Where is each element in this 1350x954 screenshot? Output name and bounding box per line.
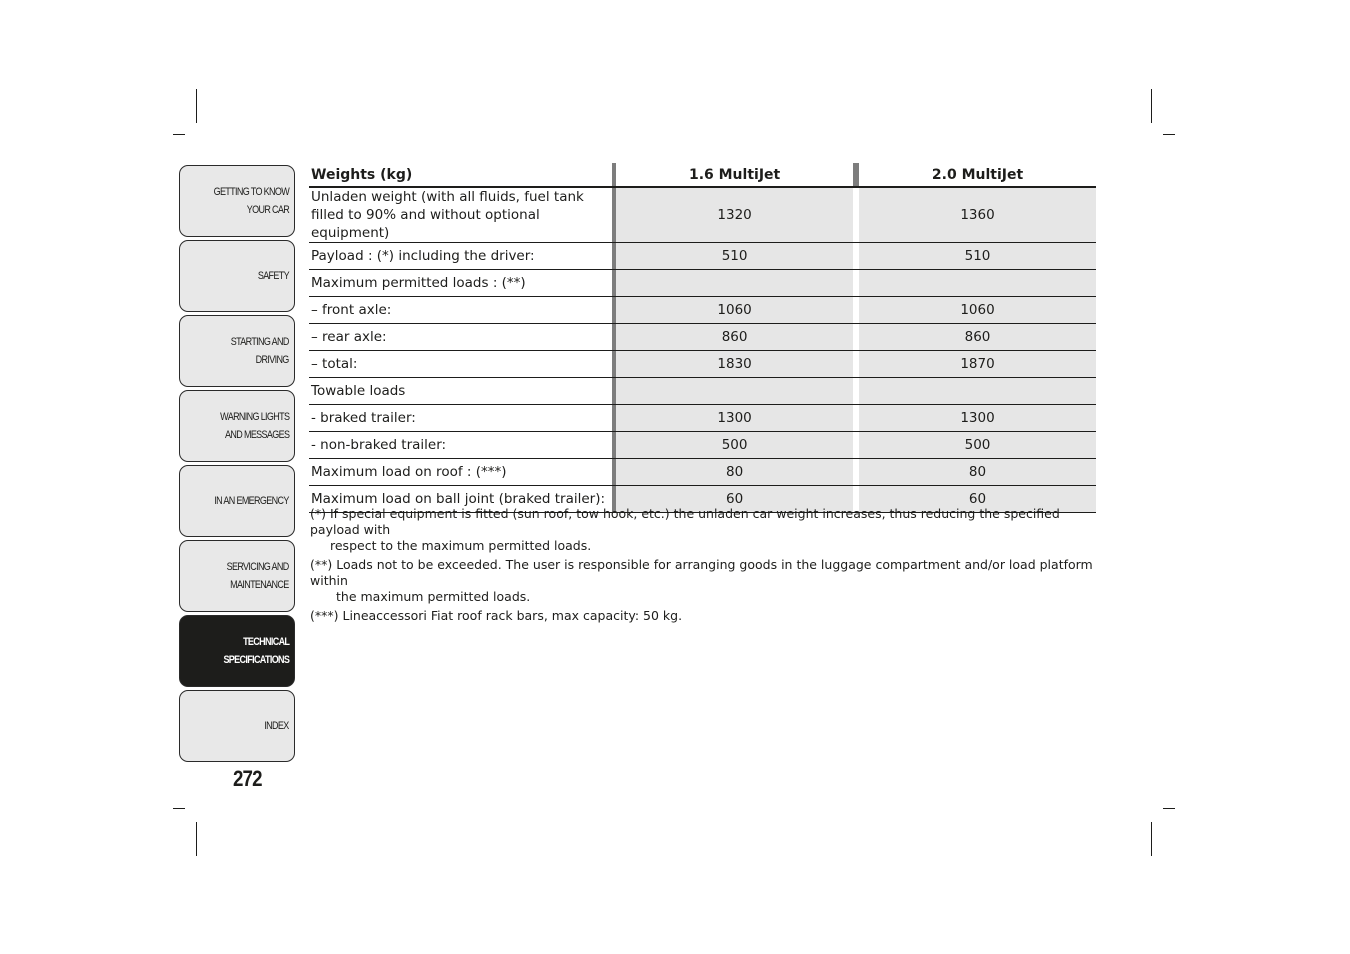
value-1-6-multijet: 1320 xyxy=(616,187,853,243)
value-1-6-multijet xyxy=(616,270,853,297)
value-1-6-multijet: 60 xyxy=(616,486,853,513)
table-row xyxy=(309,405,1096,432)
footnote xyxy=(310,608,1096,624)
footnote xyxy=(310,557,1096,605)
value-1-6-multijet xyxy=(616,378,853,405)
tab-servicing-and-maintenance[interactable] xyxy=(179,540,295,612)
footnote-text: (***) Lineaccessori Fiat roof rack bars, max capacity: 50 kg. xyxy=(310,608,683,623)
row-label: Maximum load on roof : (***) xyxy=(309,459,612,486)
tab-label: GETTING TO KNOW YOUR CAR xyxy=(213,186,289,216)
tab-label: TECHNICAL SPECIFICATIONS xyxy=(223,636,289,666)
footnote-text: (*) If special equipment is fitted (sun roof, tow hook, etc.) the unladen car weight increases, thus reducing the specified payload with xyxy=(310,506,1060,537)
table-row xyxy=(309,324,1096,351)
column-header: 2.0 MultiJet xyxy=(859,163,1096,187)
value-2-0-multijet: 1360 xyxy=(859,187,1096,243)
value-2-0-multijet: 510 xyxy=(859,243,1096,270)
page-number: 272 xyxy=(233,766,262,791)
tab-label: SERVICING AND MAINTENANCE xyxy=(227,561,289,591)
row-label: – rear axle: xyxy=(309,324,612,351)
crop-mark xyxy=(1151,822,1152,856)
footnote-text: (**) Loads not to be exceeded. The user is responsible for arranging goods in the luggage compartment and/or load platform within xyxy=(310,557,1093,588)
table-row xyxy=(309,187,1096,243)
footnote xyxy=(310,506,1096,554)
tab-label: STARTING AND DRIVING xyxy=(231,336,289,366)
value-2-0-multijet: 1060 xyxy=(859,297,1096,324)
value-1-6-multijet: 1830 xyxy=(616,351,853,378)
crop-mark xyxy=(1163,134,1175,135)
footnotes xyxy=(310,506,1096,627)
value-1-6-multijet: 510 xyxy=(616,243,853,270)
tab-safety[interactable] xyxy=(179,240,295,312)
row-label: Unladen weight (with all fluids, fuel tank filled to 90% and without optional equipment) xyxy=(309,187,612,243)
tab-technical-specifications[interactable] xyxy=(179,615,295,687)
crop-mark xyxy=(196,822,197,856)
value-2-0-multijet: 500 xyxy=(859,432,1096,459)
crop-mark xyxy=(173,808,185,809)
crop-mark xyxy=(1163,808,1175,809)
row-label: Towable loads xyxy=(309,378,612,405)
row-label: Maximum permitted loads : (**) xyxy=(309,270,612,297)
value-2-0-multijet: 60 xyxy=(859,486,1096,513)
table-row xyxy=(309,243,1096,270)
tab-getting-to-know-your-car[interactable] xyxy=(179,165,295,237)
table-row xyxy=(309,459,1096,486)
tab-starting-and-driving[interactable] xyxy=(179,315,295,387)
crop-mark xyxy=(1151,89,1152,123)
tab-label: IN AN EMERGENCY xyxy=(214,495,289,507)
footnote-text: the maximum permitted loads. xyxy=(336,589,531,604)
tab-warning-lights-and-messages[interactable] xyxy=(179,390,295,462)
crop-mark xyxy=(196,89,197,123)
weights-table xyxy=(309,163,1096,513)
crop-mark xyxy=(173,134,185,135)
column-header: Weights (kg) xyxy=(309,163,612,187)
table-header-row xyxy=(309,163,1096,187)
row-label: Maximum load on ball joint (braked trailer): xyxy=(309,486,612,513)
value-2-0-multijet xyxy=(859,378,1096,405)
table-row xyxy=(309,297,1096,324)
row-label: - braked trailer: xyxy=(309,405,612,432)
value-1-6-multijet: 1060 xyxy=(616,297,853,324)
row-label: - non-braked trailer: xyxy=(309,432,612,459)
table-row xyxy=(309,378,1096,405)
value-1-6-multijet: 80 xyxy=(616,459,853,486)
footnote-text: respect to the maximum permitted loads. xyxy=(330,538,592,553)
tab-in-an-emergency[interactable] xyxy=(179,465,295,537)
tab-label: INDEX xyxy=(264,720,289,732)
value-1-6-multijet: 1300 xyxy=(616,405,853,432)
value-1-6-multijet: 860 xyxy=(616,324,853,351)
table-row xyxy=(309,270,1096,297)
value-2-0-multijet: 860 xyxy=(859,324,1096,351)
tab-label: SAFETY xyxy=(257,270,289,282)
value-2-0-multijet: 1300 xyxy=(859,405,1096,432)
row-label: Payload : (*) including the driver: xyxy=(309,243,612,270)
row-label: – total: xyxy=(309,351,612,378)
row-label: – front axle: xyxy=(309,297,612,324)
column-header: 1.6 MultiJet xyxy=(616,163,853,187)
table-row xyxy=(309,351,1096,378)
value-2-0-multijet: 1870 xyxy=(859,351,1096,378)
value-1-6-multijet: 500 xyxy=(616,432,853,459)
value-2-0-multijet: 80 xyxy=(859,459,1096,486)
table-row xyxy=(309,432,1096,459)
tab-label: WARNING LIGHTS AND MESSAGES xyxy=(219,411,289,441)
tab-index[interactable] xyxy=(179,690,295,762)
value-2-0-multijet xyxy=(859,270,1096,297)
